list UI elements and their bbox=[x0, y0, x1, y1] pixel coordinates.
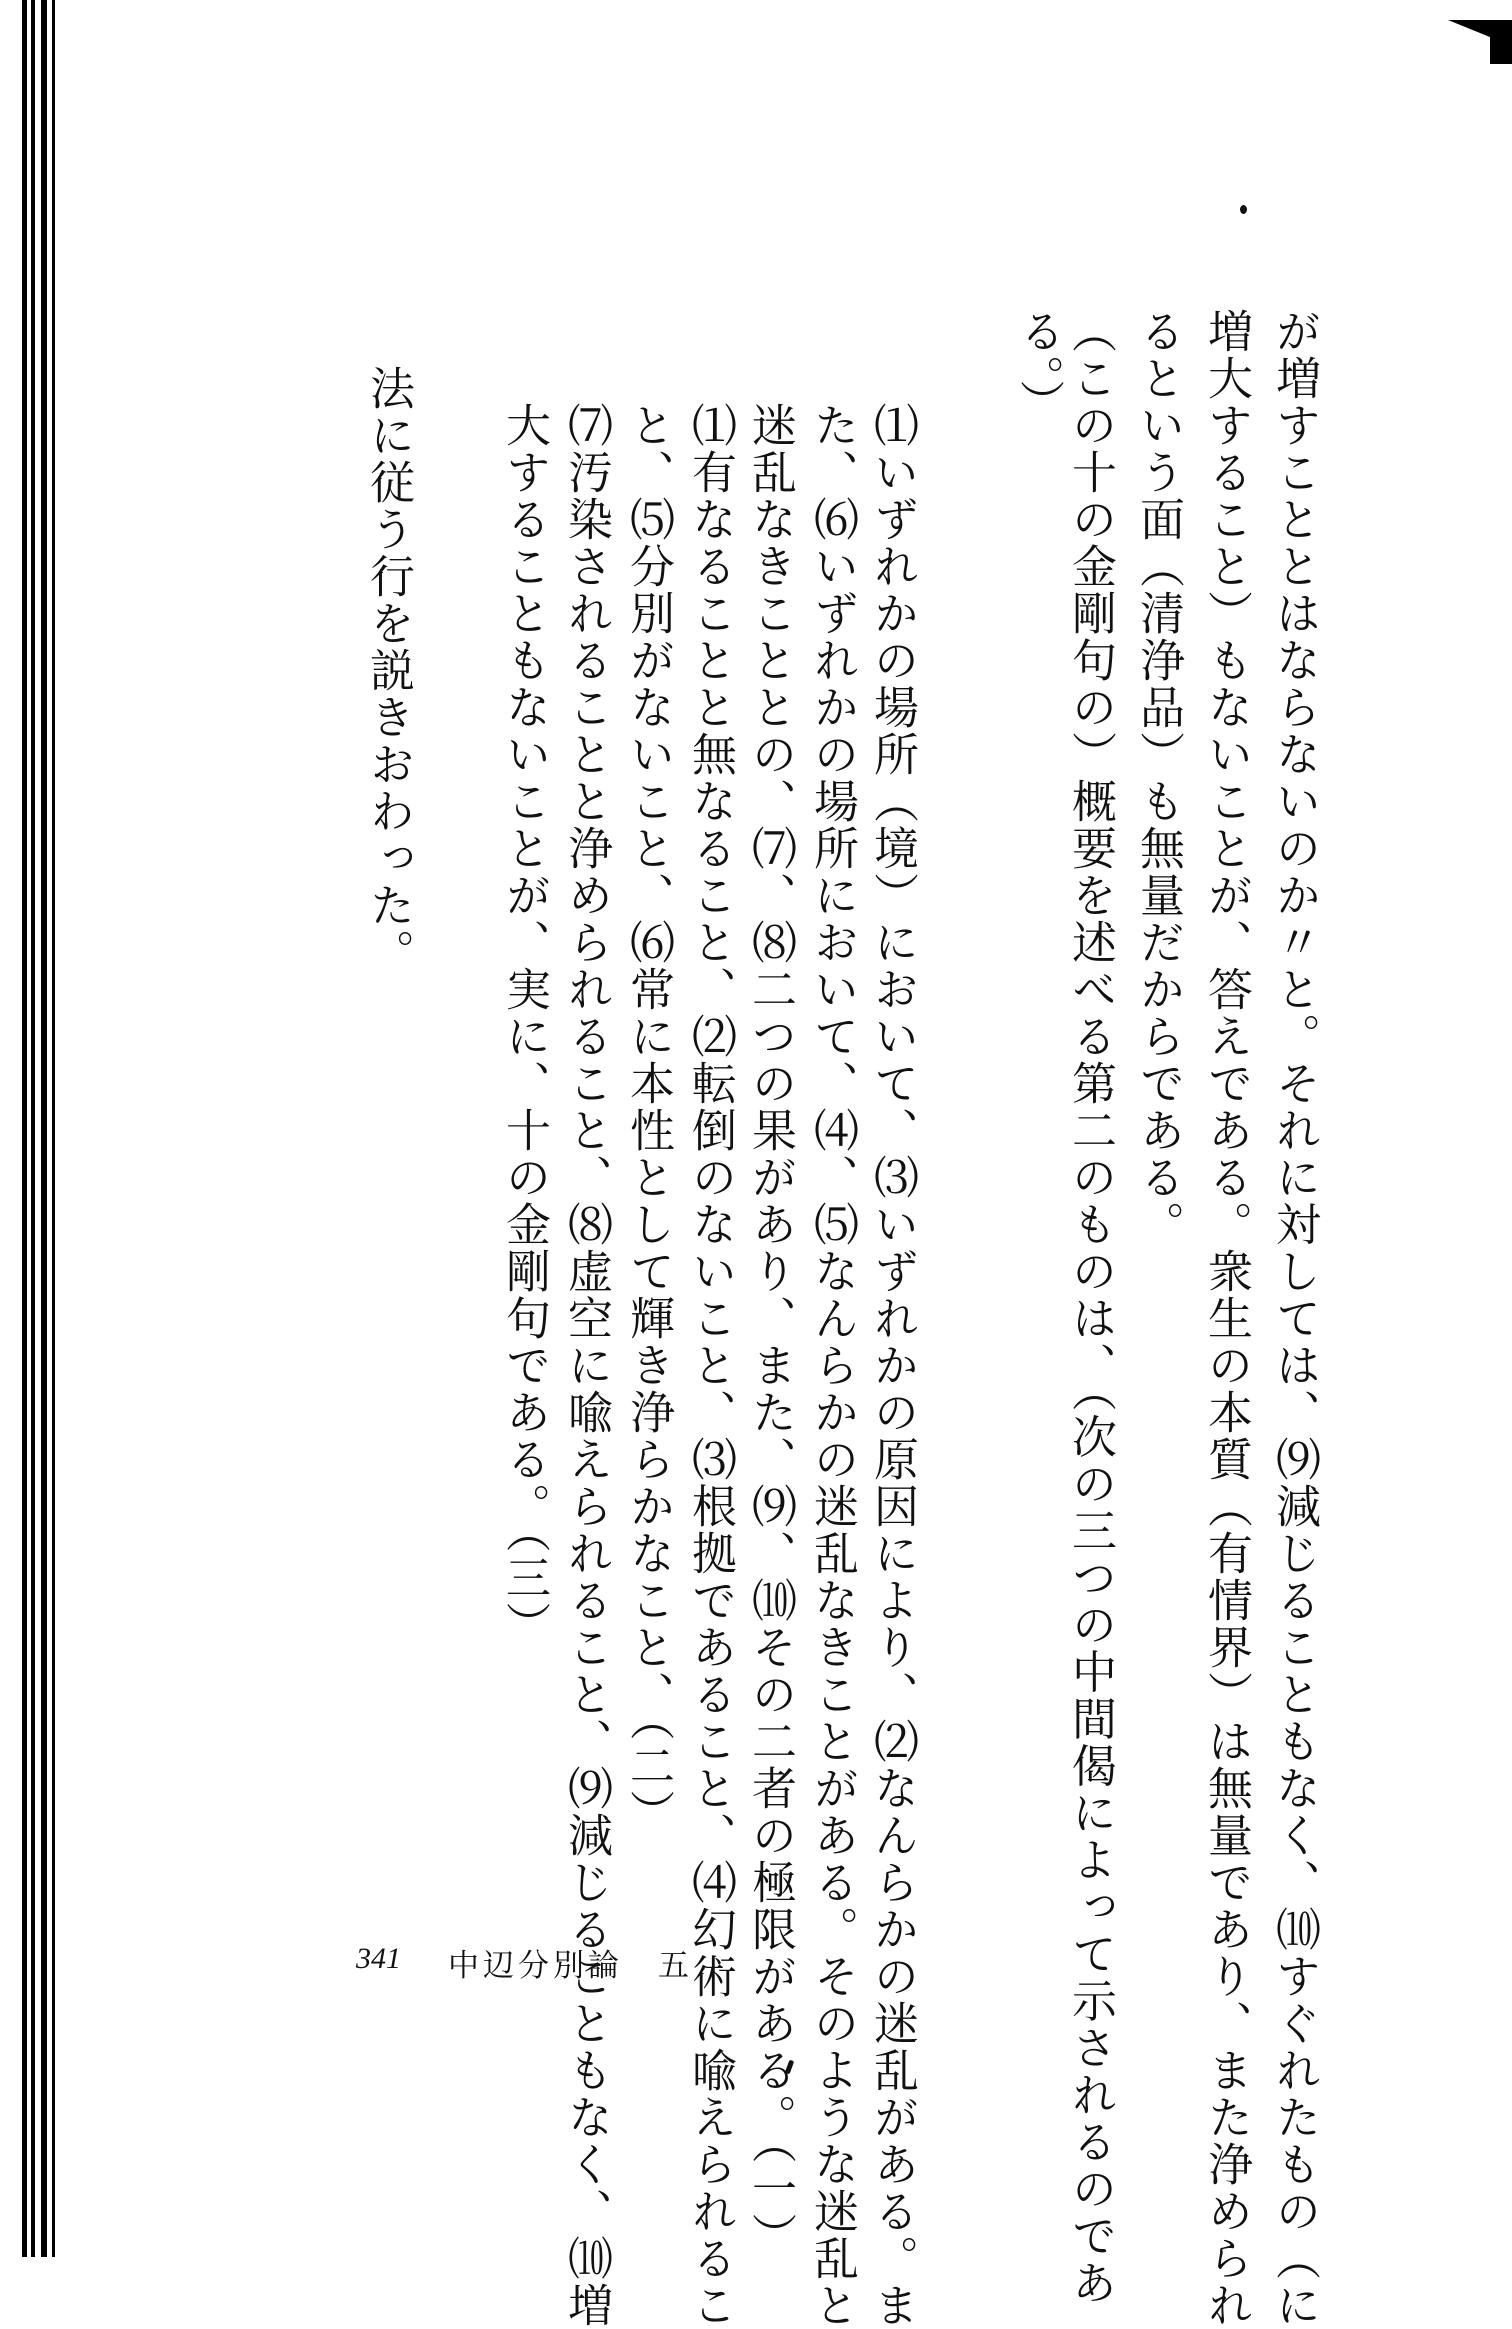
binding-line bbox=[41, 0, 47, 2257]
verse-column-3: 迷乱なきこととの、⑺、⑻二つの果があり、また、⑼、⑽その二者の極限がある。（一） bbox=[744, 402, 797, 2260]
page-number: 341 bbox=[356, 1942, 401, 1975]
text-column-5: る。） bbox=[1012, 308, 1065, 427]
text-column-closing: 法に従う行を説きおわった。 bbox=[362, 365, 415, 976]
verse-column-1: ⑴いずれかの場所（境）において、⑶いずれかの原因により、⑵なんらかの迷乱がある。ま bbox=[866, 402, 919, 2329]
speck bbox=[1240, 205, 1247, 214]
verse-column-7: 大することもないことが、実に、十の金剛句である。（三） bbox=[498, 402, 551, 1649]
verse-column-5: と、⑸分別がないこと、⑹常に本性として輝き浄らかなこと、（二） bbox=[622, 402, 675, 1837]
text-column-1: が増すこととはならないのか〃と。それに対しては、⑼減じることもなく、⑽すぐれたもの（に bbox=[1268, 308, 1321, 2329]
binding-line bbox=[31, 0, 35, 2257]
verse-column-6: ⑺汚染されることと浄められること、⑻虚空に喩えられること、⑼減じることもなく、⑽増 bbox=[560, 402, 613, 2329]
text-column-4: （この十の金剛句の）概要を述べる第二のものは、（次の三つの中間偈によって示されるのであ bbox=[1064, 308, 1117, 2307]
verse-column-4: ⑴有なることと無なること、⑵転倒のないこと、⑶根拠であること、⑷幻術に喩えられるこ bbox=[684, 402, 737, 2329]
binding-line bbox=[22, 0, 27, 2257]
text-column-3: るという面（清浄品）も無量だからである。 bbox=[1132, 308, 1185, 1248]
text-column-2: 増大すること）もないことが、答えである。衆生の本質（有情界）は無量であり、また浄められ bbox=[1200, 308, 1253, 2329]
corner-mark bbox=[1490, 30, 1512, 64]
running-title: 中辺分別論 五 bbox=[448, 1948, 693, 1984]
binding-line bbox=[52, 0, 55, 2257]
verse-column-2: た、⑹いずれかの場所において、⑷、⑸なんらかの迷乱なきことがある。そのような迷乱と bbox=[806, 402, 859, 2329]
